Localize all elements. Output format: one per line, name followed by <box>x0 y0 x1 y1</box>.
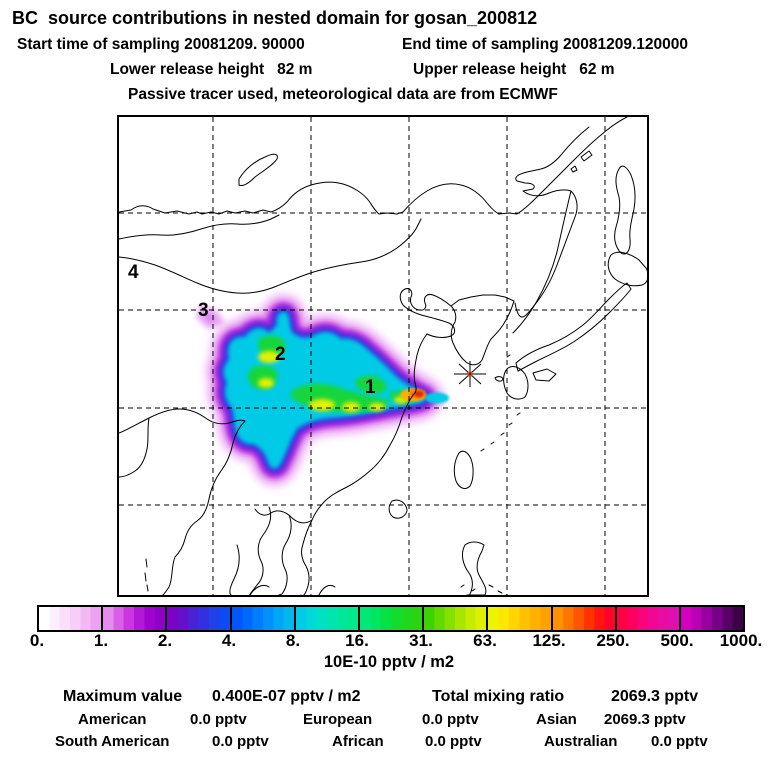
contribution-value-american: 0.0 pptv <box>190 711 247 728</box>
maximum-value-label: Maximum value <box>63 688 183 705</box>
coast-north-siberia <box>119 117 627 214</box>
tracer-note-text: Passive tracer used, meteorological data are from ECMWF <box>128 86 558 103</box>
colorbar-segment <box>165 607 229 630</box>
coast-korea <box>451 301 514 365</box>
contribution-value-south-american: 0.0 pptv <box>212 733 269 750</box>
colorbar-segment <box>358 607 422 630</box>
island-shantar <box>571 151 592 172</box>
sampling-start-text: Start time of sampling 20081209. 90000 <box>17 36 305 53</box>
colorbar <box>37 605 745 632</box>
coast-gulf-thailand <box>250 585 335 595</box>
receptor-star-marker <box>454 361 486 387</box>
island-sakhalin <box>615 166 635 254</box>
point-label-3: 3 <box>198 300 209 321</box>
border-vietnam-laos <box>255 509 312 523</box>
colorbar-tick: 63. <box>473 631 497 650</box>
sampling-end-text: End time of sampling 20081209.120000 <box>402 36 689 53</box>
border-mongolia-south <box>119 219 421 293</box>
plume-tail <box>425 393 449 404</box>
colorbar-segment <box>294 607 358 630</box>
island-honshu <box>516 283 631 371</box>
contribution-value-asian: 2069.3 pptv <box>604 711 686 728</box>
colorbar-tick: 16. <box>345 631 369 650</box>
colorbar-tick: 1000. <box>719 631 763 650</box>
lake-baikal <box>239 154 277 185</box>
islands-andaman <box>145 559 148 591</box>
maximum-value: 0.400E-07 pptv / m2 <box>212 688 361 705</box>
contribution-value-australian: 0.0 pptv <box>651 733 708 750</box>
colorbar-tick: 2. <box>157 631 173 650</box>
map-canvas <box>119 117 647 595</box>
point-label-2: 2 <box>275 344 286 365</box>
colorbar-tick: 500. <box>660 631 694 650</box>
figure-title: BC source contributions in nested domain for gosan_200812 <box>12 8 538 28</box>
colorbar-segment <box>679 607 743 630</box>
coast-korea-north <box>451 295 514 306</box>
map-panel <box>117 115 649 597</box>
colorbar-segment <box>39 607 101 630</box>
point-label-4: 4 <box>128 262 139 283</box>
islands-ryukyu <box>481 355 520 451</box>
colorbar-tick: 250. <box>596 631 630 650</box>
colorbar-segment <box>422 607 486 630</box>
coast-malay <box>230 545 239 595</box>
island-hokkaido <box>608 252 647 285</box>
contribution-region-asian: Asian <box>536 711 577 728</box>
colorbar-ticks <box>29 631 763 651</box>
total-mixing-ratio-value: 2069.3 pptv <box>611 688 699 705</box>
contribution-region-australian: Australian <box>544 733 618 750</box>
colorbar-tick: 4. <box>221 631 237 650</box>
plume-layer <box>200 309 449 469</box>
total-mixing-ratio-label: Total mixing ratio <box>432 688 565 705</box>
colorbar-unit: 10E-10 pptv / m2 <box>323 653 455 671</box>
contribution-value-european: 0.0 pptv <box>422 711 479 728</box>
contribution-value-african: 0.0 pptv <box>425 733 482 750</box>
colorbar-tick: 8. <box>285 631 301 650</box>
colorbar-segment <box>101 607 165 630</box>
colorbar-tick: 31. <box>409 631 433 650</box>
border-india-inner <box>119 418 149 477</box>
island-jeju <box>495 377 503 382</box>
colorbar-segment <box>230 607 294 630</box>
island-taiwan <box>454 451 473 488</box>
border-mongolia-north <box>119 215 279 239</box>
coast-primorye <box>513 191 571 333</box>
colorbar-segment <box>615 607 679 630</box>
island-hainan <box>389 500 407 518</box>
borders-indochina-b <box>279 515 291 595</box>
contribution-region-african: African <box>332 733 384 750</box>
lower-release-text: Lower release height 82 m <box>110 61 313 78</box>
contribution-region-south-american: South American <box>55 733 170 750</box>
colorbar-tick: 0. <box>29 631 45 650</box>
colorbar-tick: 125. <box>532 631 566 650</box>
colorbar-segment <box>551 607 615 630</box>
borders-indochina-a <box>250 507 271 595</box>
upper-release-text: Upper release height 62 m <box>413 61 615 78</box>
island-shikoku <box>533 369 556 381</box>
colorbar-segment <box>486 607 550 630</box>
colorbar-tick: 1. <box>93 631 109 650</box>
island-luzon <box>462 542 485 595</box>
contribution-region-american: American <box>78 711 147 728</box>
contribution-region-european: European <box>303 711 373 728</box>
coast-bohai <box>400 289 454 338</box>
point-label-1: 1 <box>365 377 376 398</box>
